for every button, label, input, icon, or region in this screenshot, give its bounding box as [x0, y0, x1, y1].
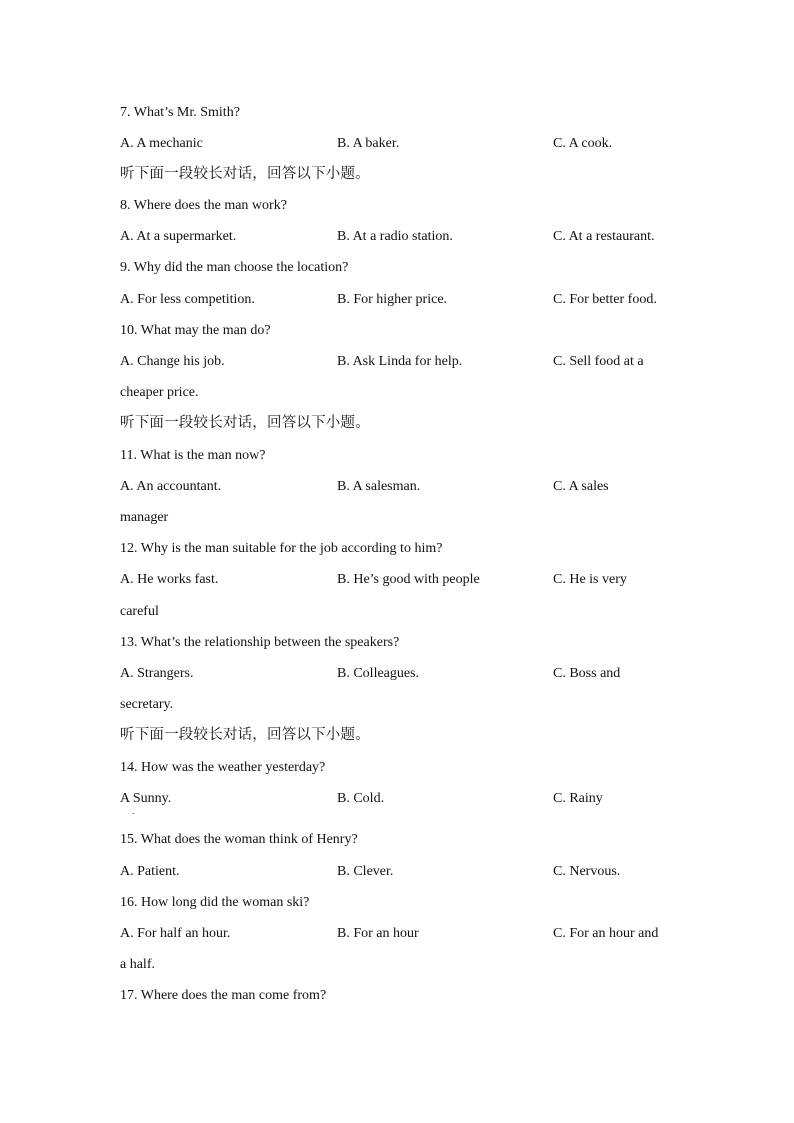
q7-option-c: C. A cook. [553, 136, 613, 151]
q15-option-a: A. Patient. [120, 864, 180, 879]
stray-dot-mark: . [132, 806, 135, 816]
q8-option-a: A. At a supermarket. [120, 229, 237, 244]
q14-option-c: C. Rainy [553, 791, 603, 806]
q12-option-a: A. He works fast. [120, 572, 219, 587]
q10-option-c: C. Sell food at a [553, 354, 644, 369]
q10-option-c-continued: cheaper price. [120, 385, 199, 400]
question-13: 13. What’s the relationship between the speakers? [120, 635, 400, 650]
q14-option-a: A Sunny. [120, 791, 172, 806]
question-11: 11. What is the man now? [120, 448, 266, 463]
q7-option-a: A. A mechanic [120, 136, 203, 151]
q13-option-c-continued: secretary. [120, 697, 174, 712]
q13-option-c: C. Boss and [553, 666, 621, 681]
q9-option-a: A. For less competition. [120, 292, 255, 307]
q9-option-b: B. For higher price. [337, 292, 448, 307]
q12-option-c-continued: careful [120, 604, 159, 619]
q10-option-b: B. Ask Linda for help. [337, 354, 463, 369]
section-instruction: 听下面一段较长对话，回答以下小题。 [120, 727, 370, 743]
q9-option-c: C. For better food. [553, 292, 657, 307]
q7-option-b: B. A baker. [337, 136, 400, 151]
q16-option-a: A. For half an hour. [120, 926, 231, 941]
question-14: 14. How was the weather yesterday? [120, 760, 326, 775]
q15-option-c: C. Nervous. [553, 864, 621, 879]
question-10: 10. What may the man do? [120, 323, 271, 338]
q16-option-b: B. For an hour [337, 926, 419, 941]
question-17: 17. Where does the man come from? [120, 988, 327, 1003]
q13-option-a: A. Strangers. [120, 666, 194, 681]
q11-option-a: A. An accountant. [120, 479, 222, 494]
question-7: 7. What’s Mr. Smith? [120, 105, 240, 120]
question-15: 15. What does the woman think of Henry? [120, 832, 358, 847]
question-9: 9. Why did the man choose the location? [120, 260, 349, 275]
q12-option-c: C. He is very [553, 572, 627, 587]
q8-option-b: B. At a radio station. [337, 229, 453, 244]
q15-option-b: B. Clever. [337, 864, 394, 879]
question-16: 16. How long did the woman ski? [120, 895, 310, 910]
question-8: 8. Where does the man work? [120, 198, 287, 213]
q16-option-c: C. For an hour and [553, 926, 659, 941]
q11-option-b: B. A salesman. [337, 479, 421, 494]
q16-option-c-continued: a half. [120, 957, 155, 972]
q10-option-a: A. Change his job. [120, 354, 225, 369]
q8-option-c: C. At a restaurant. [553, 229, 655, 244]
q13-option-b: B. Colleagues. [337, 666, 420, 681]
section-instruction: 听下面一段较长对话，回答以下小题。 [120, 415, 370, 431]
q12-option-b: B. He’s good with people [337, 572, 480, 587]
q14-option-b: B. Cold. [337, 791, 385, 806]
section-instruction: 听下面一段较长对话，回答以下小题。 [120, 166, 370, 182]
question-12: 12. Why is the man suitable for the job according to him? [120, 541, 443, 556]
q11-option-c-continued: manager [120, 510, 169, 525]
q11-option-c: C. A sales [553, 479, 609, 494]
